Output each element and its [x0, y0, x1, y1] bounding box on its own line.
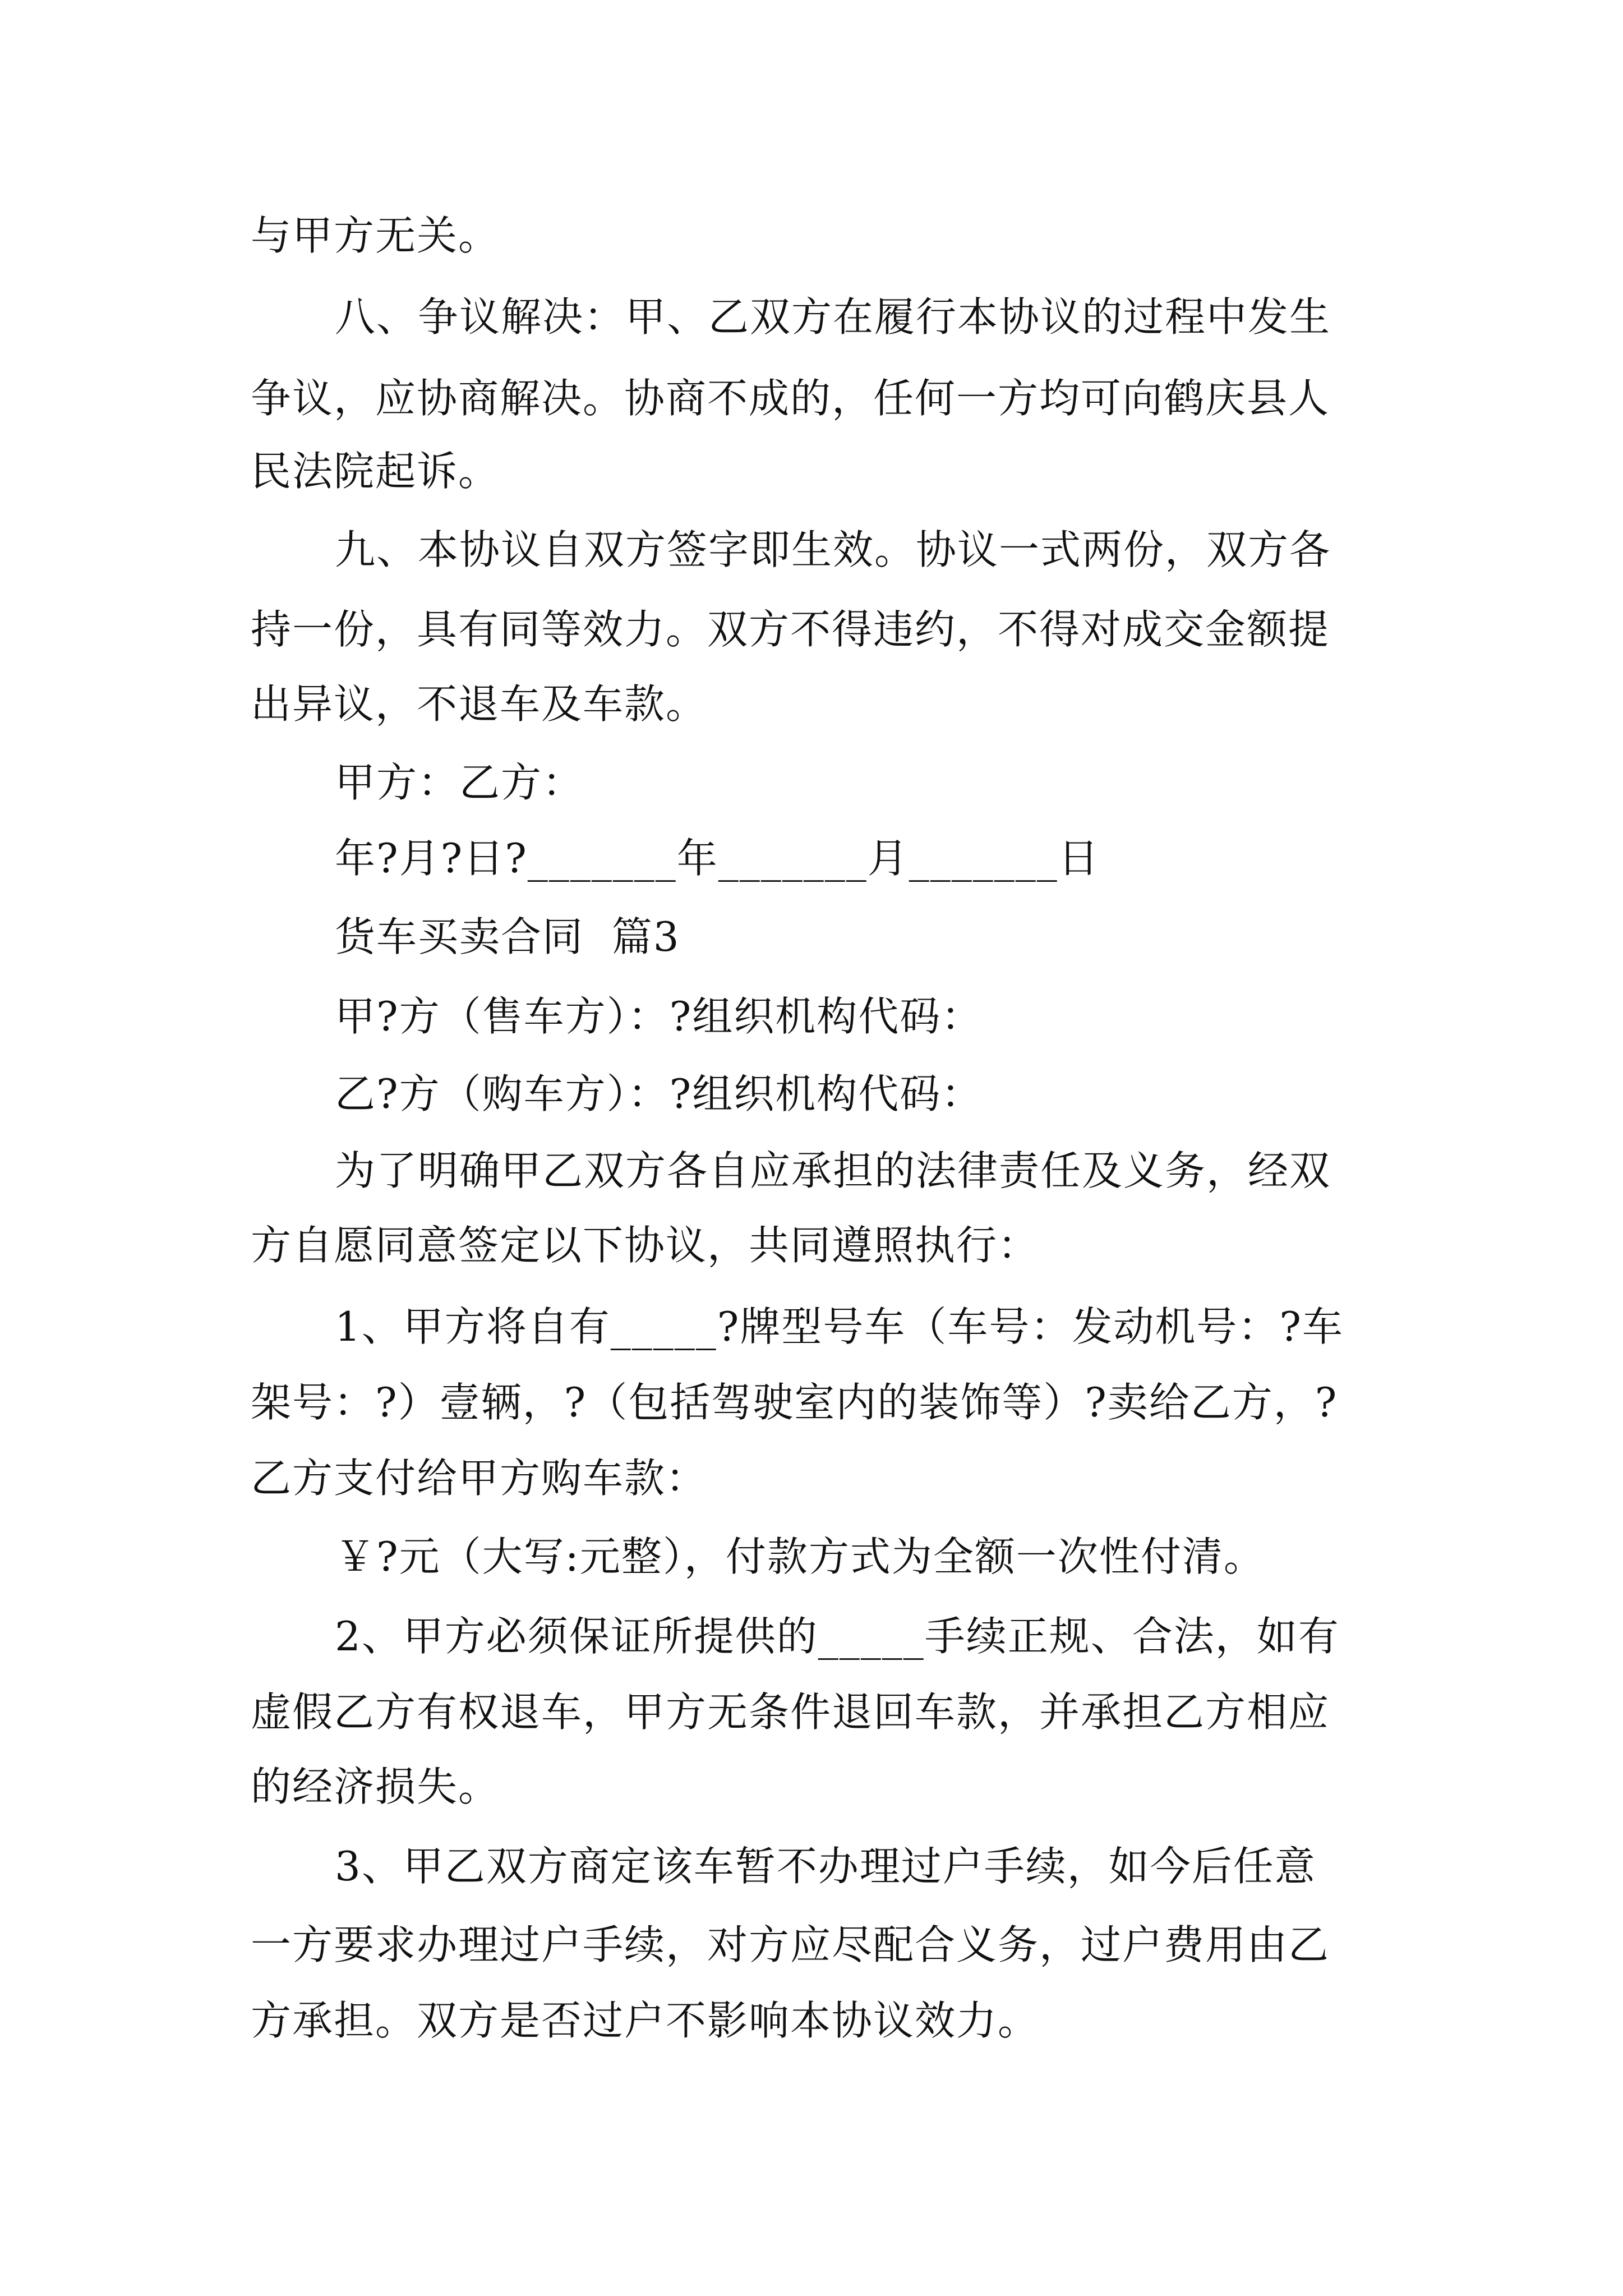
text-line: 出异议，不退车及车款。	[251, 680, 708, 728]
text-line: 持一份，具有同等效力。双方不得违约，不得对成交金额提	[251, 606, 1330, 653]
text-line: 一方要求办理过户手续，对方应尽配合义务，过户费用由乙	[251, 1921, 1330, 1968]
signature-line: 甲方：乙方：	[335, 759, 584, 806]
date-line: 年?月?日?_______年_______月_______日	[335, 835, 1100, 882]
party-a-line: 甲?方（售车方）：?组织机构代码：	[335, 993, 983, 1040]
party-b-line: 乙?方（购车方）：?组织机构代码：	[335, 1070, 983, 1117]
paragraph-line: 九、本协议自双方签字即生效。协议一式两份，双方各	[335, 526, 1331, 573]
text-line: 的经济损失。	[251, 1763, 500, 1810]
clause-3-line: 3、甲乙双方商定该车暂不办理过户手续，如今后任意	[335, 1843, 1316, 1890]
text-line: 乙方支付给甲方购车款：	[251, 1455, 708, 1502]
payment-line: ￥?元（大写:元整），付款方式为全额一次性付清。	[335, 1533, 1265, 1580]
text-line: 架号：?）壹辆，?（包括驾驶室内的装饰等）?卖给乙方，?	[251, 1379, 1338, 1426]
clause-2-line: 2、甲方必须保证所提供的_____手续正规、合法，如有	[335, 1613, 1340, 1660]
text-line: 方自愿同意签定以下协议，共同遵照执行：	[251, 1222, 1040, 1269]
paragraph-line: 八、争议解决：甲、乙双方在履行本协议的过程中发生	[335, 293, 1331, 341]
text-line: 争议，应协商解决。协商不成的，任何一方均可向鹤庆县人	[251, 375, 1330, 422]
paragraph-line: 为了明确甲乙双方各自应承担的法律责任及义务，经双	[335, 1147, 1331, 1194]
text-line: 民法院起诉。	[251, 448, 500, 495]
text-line: 与甲方无关。	[251, 212, 500, 259]
text-line: 虚假乙方有权退车，甲方无条件退回车款，并承担乙方相应	[251, 1688, 1330, 1736]
text-line: 方承担。双方是否过户不影响本协议效力。	[251, 1997, 1040, 2044]
clause-1-line: 1、甲方将自有_____?牌型号车（车号：发动机号：?车	[335, 1303, 1344, 1350]
section-title: 货车买卖合同 篇3	[335, 913, 680, 960]
